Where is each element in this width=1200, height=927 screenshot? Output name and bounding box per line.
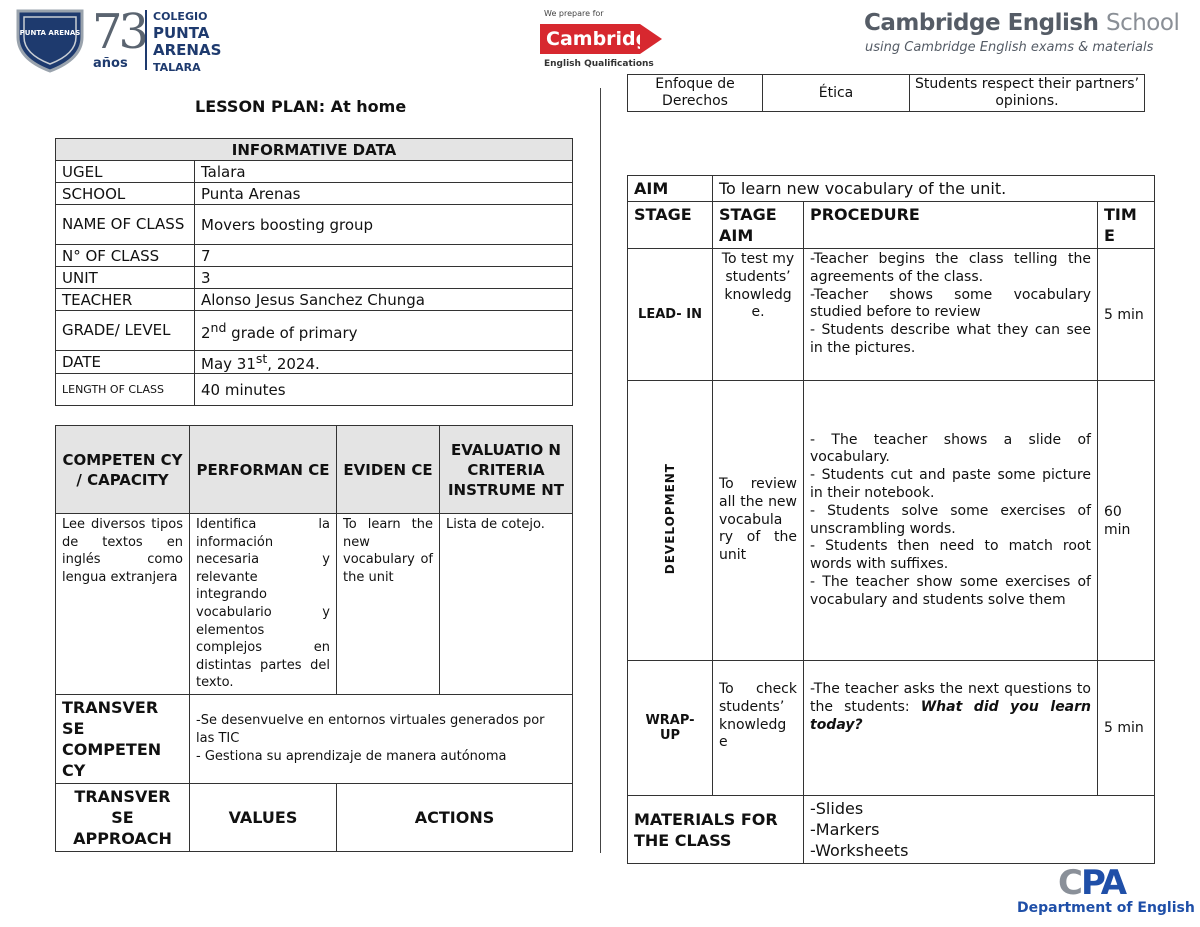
stage-aim-cell: To check students’ knowledg e [713, 661, 804, 796]
college-city: TALARA [153, 61, 201, 74]
table-row [56, 161, 573, 183]
transverse-competency-label: TRANSVER SE COMPETEN CY [56, 694, 190, 783]
time-header: TIM E [1098, 202, 1155, 249]
date-year: , 2024. [267, 355, 320, 373]
table-row [56, 289, 573, 311]
table-row [56, 267, 573, 289]
cambridge-logo: Cambridge [540, 24, 640, 54]
grade-number: 2 [201, 323, 211, 342]
table-row [56, 183, 573, 205]
material-item: -Worksheets [810, 841, 909, 860]
table-row [628, 75, 1145, 112]
table-row [56, 694, 573, 783]
row-label: NAME OF CLASS [56, 205, 195, 245]
row-label: UNIT [56, 267, 195, 289]
procedure-step: - The teacher shows a slide of vocabulary. [810, 431, 1091, 466]
materials-label: MATERIALS FOR THE CLASS [628, 796, 804, 864]
action-cell: Students respect their partners’ opinions. [910, 75, 1145, 112]
date-day: May 31 [201, 355, 256, 373]
performance-cell: Identifica la información necesaria y relevante integrando vocabulario y elementos complejos en distintas partes del texto. [190, 514, 337, 695]
evaluation-header: EVALUATIO N CRITERIA INSTRUME NT [440, 426, 573, 514]
cambridge-arrow-icon [640, 24, 662, 54]
college-line3: ARENAS [153, 41, 222, 59]
transverse-competency-cell [190, 694, 573, 783]
row-value: 3 [195, 267, 573, 289]
table-row [56, 205, 573, 245]
stage-lead-in: LEAD- IN [628, 249, 713, 381]
aim-label: AIM [628, 176, 713, 202]
row-label: UGEL [56, 161, 195, 183]
procedure-cell [804, 661, 1098, 796]
evidence-cell: To learn the new vocabulary of the unit [337, 514, 440, 695]
procedure-cell [804, 381, 1098, 661]
ces-title-main: Cambridge English [864, 10, 1106, 36]
competency-header: COMPETEN CY / CAPACITY [56, 426, 190, 514]
table-row [56, 311, 573, 351]
time-cell: 5 min [1098, 661, 1155, 796]
row-label: GRADE/ LEVEL [56, 311, 195, 351]
college-line2: PUNTA [153, 24, 210, 42]
cambridge-subtitle: English Qualifications [544, 59, 654, 69]
approach-cell: Enfoque de Derechos [628, 75, 763, 112]
procedure-step: - Students describe what they can see in the pictures. [810, 322, 1091, 356]
row-value [195, 311, 573, 351]
procedure-step: -Teacher begins the class telling the agreements of the class. [810, 251, 1091, 285]
aim-text: To learn new vocabulary of the unit. [713, 176, 1155, 202]
cpa-logo [1058, 863, 1126, 903]
cpa-logo-c: C [1058, 863, 1081, 903]
value-cell: Ética [763, 75, 910, 112]
row-value: 40 minutes [195, 374, 573, 406]
stage-wrap-up: WRAP- UP [628, 661, 713, 796]
row-value: Talara [195, 161, 573, 183]
procedure-question: What did you learn today? [810, 698, 1092, 733]
row-value [195, 351, 573, 374]
anniversary-word: años [93, 56, 128, 71]
procedure-step: - Students solve some exercises of unscrambling words. [810, 502, 1091, 537]
table-row [56, 514, 573, 695]
ces-subtitle: using Cambridge English exams & materials [865, 40, 1154, 55]
procedure-text: -The teacher asks the next questions to the students: [810, 681, 1091, 715]
table-row [56, 245, 573, 267]
stage-aim-header: STAGE AIM [713, 202, 804, 249]
college-line1: COLEGIO [153, 10, 208, 23]
informative-data-table [55, 138, 573, 406]
materials-cell [804, 796, 1155, 864]
procedure-header: PROCEDURE [804, 202, 1098, 249]
procedure-step: - Students cut and paste some picture in their notebook. [810, 467, 1091, 501]
informative-header: INFORMATIVE DATA [56, 139, 573, 161]
material-item: -Slides [810, 799, 864, 818]
procedure-step: -Teacher shows some vocabulary studied before to review [810, 286, 1091, 321]
values-label: VALUES [190, 783, 337, 851]
ces-title [864, 10, 1179, 36]
evidence-header: EVIDEN CE [337, 426, 440, 514]
competency-table [55, 425, 573, 852]
anniversary-number: 73 [92, 4, 146, 60]
table-row [56, 783, 573, 851]
cambridge-prefix: We prepare for [544, 9, 604, 18]
page-divider [600, 88, 601, 853]
transverse-approach-label: TRANSVER SE APPROACH [56, 783, 190, 851]
stage-aim-cell: To test my students’ knowledg e. [713, 249, 804, 381]
time-cell: 60 min [1098, 381, 1155, 661]
procedure-step: - The teacher show some exercises of vocabulary and students solve them [810, 573, 1091, 608]
row-label: SCHOOL [56, 183, 195, 205]
grade-text: grade of primary [226, 323, 358, 342]
lesson-plan-table [627, 175, 1155, 864]
date-suffix: st [255, 351, 268, 366]
actions-label: ACTIONS [337, 783, 573, 851]
stage-aim-cell: To review all the new vocabula ry of the unit [713, 381, 804, 661]
grade-suffix: nd [210, 319, 227, 335]
row-value: Punta Arenas [195, 183, 573, 205]
table-row [56, 351, 573, 374]
ces-title-accent: School [1105, 10, 1180, 36]
row-value: Movers boosting group [195, 205, 573, 245]
school-shield-logo [16, 7, 84, 73]
row-label: DATE [56, 351, 195, 374]
lesson-title: LESSON PLAN: At home [195, 97, 407, 116]
table-row [628, 381, 1155, 661]
stage-development [628, 381, 713, 661]
table-row [628, 249, 1155, 381]
row-value: 7 [195, 245, 573, 267]
row-label: TEACHER [56, 289, 195, 311]
procedure-cell [804, 249, 1098, 381]
cpa-logo-pa: PA [1080, 863, 1126, 903]
performance-header: PERFORMAN CE [190, 426, 337, 514]
college-divider [145, 10, 147, 70]
transverse-item: -Se desenvuelve en entornos virtuales generados por las TIC [196, 712, 545, 746]
transverse-item: - Gestiona su aprendizaje de manera autónoma [196, 748, 507, 764]
table-row [628, 661, 1155, 796]
material-item: -Markers [810, 820, 880, 839]
department-label: Department of English [1017, 900, 1195, 916]
row-label: N° OF CLASS [56, 245, 195, 267]
row-value: Alonso Jesus Sanchez Chunga [195, 289, 573, 311]
stage-header: STAGE [628, 202, 713, 249]
evaluation-cell: Lista de cotejo. [440, 514, 573, 695]
procedure-step: - Students then need to match root words with suffixes. [810, 538, 1091, 573]
stage-development-label: DEVELOPMENT [663, 462, 677, 575]
table-row [628, 796, 1155, 864]
shield-text: PUNTA ARENAS [19, 29, 81, 37]
row-label: LENGTH OF CLASS [56, 374, 195, 406]
table-row [56, 374, 573, 406]
approach-table [627, 74, 1145, 112]
time-cell: 5 min [1098, 249, 1155, 381]
college-name [153, 8, 221, 76]
competency-cell: Lee diversos tipos de textos en inglés como lengua extranjera [56, 514, 190, 695]
